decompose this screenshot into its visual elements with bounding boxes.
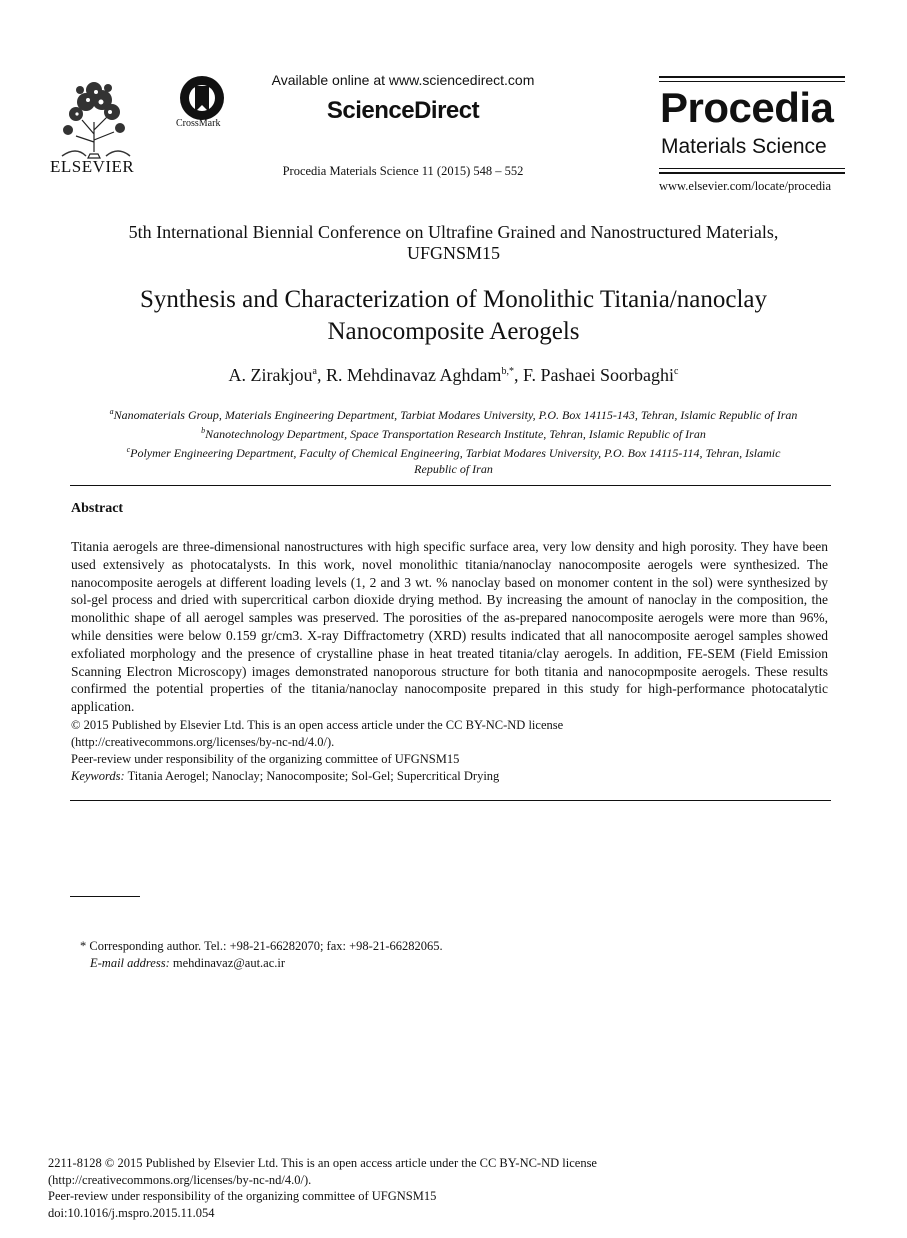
- affiliation-text: Nanomaterials Group, Materials Engineering Department, Tarbiat Modares University, P.O. Box 14115-143, Tehran, Islamic Republic of Iran: [113, 408, 798, 422]
- title-line-1: Synthesis and Characterization of Monolithic Titania/nanoclay: [140, 286, 767, 313]
- conference-name: [60, 222, 847, 264]
- crossmark-label: CrossMark: [176, 118, 221, 129]
- abstract-top-rule: [70, 485, 831, 486]
- paper-title: [60, 284, 847, 348]
- footnote-rule: [70, 896, 140, 897]
- author-name: F. Pashaei Soorbaghi: [522, 365, 674, 385]
- email-label: E-mail address:: [90, 956, 170, 970]
- abstract-heading: Abstract: [71, 501, 124, 516]
- procedia-top-rule: [659, 76, 845, 78]
- issn-copyright-line: 2211-8128 © 2015 Published by Elsevier Ltd. This is an open access article under the CC BY-NC-ND license: [48, 1156, 597, 1170]
- title-line-2: Nanocomposite Aerogels: [327, 318, 580, 345]
- author-list: [60, 365, 847, 386]
- conference-line-2: UFGNSM15: [406, 243, 501, 263]
- abstract-body: Titania aerogels are three-dimensional nanostructures with high specific surface area, very low density and high porosity. They have been used extensively as photocatalysts. In this work, novel monolithic titania/nanoclay nanocomposite aerogels were synthesized. The nanocomposite aerogels at different loading levels (1, 2 and 3 wt. % nanoclay based on monomer content in the sol) were synthesized by sol-gel process and dried with supercritical carbon dioxide drying method. By increasing the amount of nanoclay in the composition, the monolithic shape of all aerogel samples was preserved. The porosities of the as-prepared nanocomposite aerogels were more than 96%, while densities were below 0.159 gr/cm3. X-ray Diffractometry (XRD) results indicated that all nanocomposite aerogel samples showed exfoliated morphology and the presence of crystalline phase in heat treated titania/clay aerogels. In addition, FE-SEM (Field Emission Scanning Electron Microscopy) images demonstrated nanoporous structure for both titania and nanocopmposite aerogels. These results confirmed the potential properties of the titania/nanoclay nanocomposite prepared in this study for high-performance photocatalytic application.: [71, 539, 828, 715]
- affiliation-mark: c: [126, 445, 131, 454]
- bottom-peer-review: Peer-review under responsibility of the organizing committee of UFGNSM15: [48, 1189, 437, 1203]
- conference-line-1: 5th International Biennial Conference on Ultrafine Grained and Nanostructured Materials,: [128, 222, 779, 242]
- affiliation-line: [60, 404, 847, 423]
- affiliation-line: [60, 423, 847, 442]
- procedia-top-rule-thin: [659, 81, 845, 82]
- copyright-line-1: © 2015 Published by Elsevier Ltd. This is an open access article under the CC BY-NC-ND license: [71, 718, 564, 732]
- license-link[interactable]: (http://creativecommons.org/licenses/by-nc-nd/4.0/).: [71, 735, 335, 749]
- doi-line[interactable]: doi:10.1016/j.mspro.2015.11.054: [48, 1205, 215, 1220]
- author-separator: ,: [316, 365, 326, 385]
- author-affiliation-mark: b,*: [501, 366, 514, 377]
- bottom-license-link[interactable]: (http://creativecommons.org/licenses/by-nc-nd/4.0/).: [48, 1172, 312, 1187]
- affiliation-text: Republic of Iran: [414, 462, 493, 476]
- email-line: [80, 955, 443, 972]
- keywords-label: Keywords:: [71, 769, 125, 783]
- author-affiliation-mark: c: [674, 366, 679, 377]
- keywords-list: Titania Aerogel; Nanoclay; Nanocomposite; Sol-Gel; Supercritical Drying: [127, 769, 500, 783]
- journal-reference: Procedia Materials Science 11 (2015) 548 – 552: [282, 164, 524, 178]
- procedia-bottom-rule-thin: [659, 168, 845, 169]
- affiliations: [60, 404, 847, 477]
- affiliation-line: [60, 461, 847, 477]
- author-name: A. Zirakjou: [228, 365, 313, 385]
- procedia-url-link[interactable]: www.elsevier.com/locate/procedia: [659, 179, 832, 193]
- email-address-link[interactable]: mehdinavaz@aut.ac.ir: [172, 956, 286, 970]
- available-online-text[interactable]: Available online at www.sciencedirect.com: [271, 72, 535, 88]
- affiliation-mark: a: [109, 407, 114, 416]
- elsevier-wordmark: ELSEVIER: [50, 157, 135, 176]
- affiliation-text: Nanotechnology Department, Space Transportation Research Institute, Tehran, Islamic Republic of Iran: [205, 427, 706, 441]
- keywords-line: [71, 768, 828, 785]
- procedia-bottom-rule: [659, 172, 845, 174]
- corresponding-line: * Corresponding author. Tel.: +98-21-66282070; fax: +98-21-66282065.: [80, 939, 443, 953]
- affiliation-text: Polymer Engineering Department, Faculty of Chemical Engineering, Tarbiat Modares University, P.O. Box 14115-114, Tehran, Islamic: [130, 446, 781, 460]
- abstract-meta: [71, 717, 828, 785]
- bottom-info: [48, 1155, 808, 1221]
- affiliation-mark: b: [201, 426, 206, 435]
- procedia-wordmark: Procedia: [660, 84, 834, 131]
- corresponding-author-footnote: [80, 938, 443, 972]
- peer-review-note: Peer-review under responsibility of the organizing committee of UFGNSM15: [71, 752, 460, 766]
- author-name: R. Mehdinavaz Aghdam: [325, 365, 502, 385]
- author-separator: ,: [513, 365, 523, 385]
- affiliation-line: [60, 442, 847, 461]
- sciencedirect-wordmark: ScienceDirect: [326, 97, 480, 124]
- procedia-subtitle: Materials Science: [661, 135, 827, 158]
- abstract-bottom-rule: [70, 800, 831, 801]
- author-affiliation-mark: a: [312, 366, 317, 377]
